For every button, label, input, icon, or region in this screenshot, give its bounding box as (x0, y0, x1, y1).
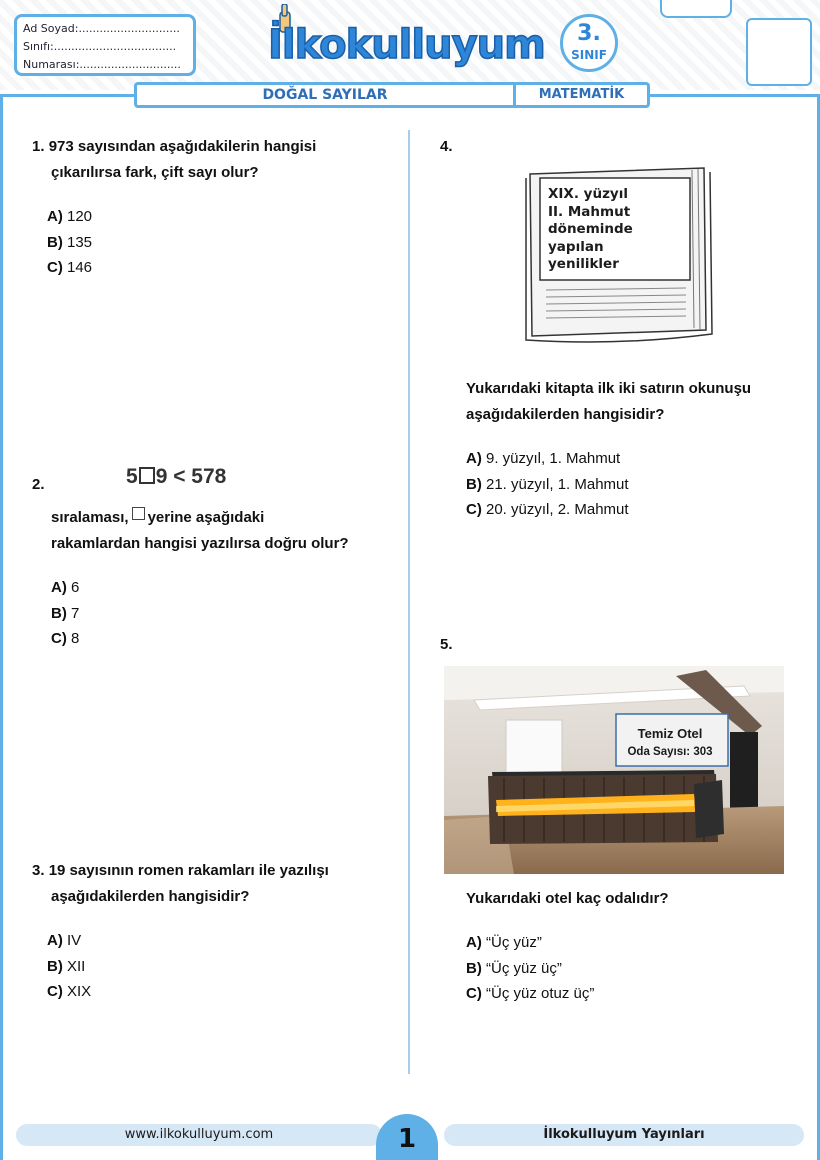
question-4-stem: Yukarıdaki kitapta ilk iki satırın okunuşu aşağıdakilerden hangisidir? (466, 380, 752, 423)
option-c[interactable]: C) 146 (47, 259, 93, 276)
logo (268, 14, 568, 80)
question-1-options (32, 204, 402, 281)
option-b[interactable]: B) 21. yüzyıl, 1. Mahmut (466, 475, 629, 493)
question-5 (466, 886, 796, 1007)
column-divider (408, 130, 410, 1074)
page-number: 1 (376, 1114, 438, 1160)
question-4-number: 4. (440, 138, 453, 155)
option-b[interactable]: B) XII (47, 957, 86, 975)
option-a[interactable]: A) “Üç yüz” (466, 934, 542, 951)
question-5-number: 5. (440, 636, 453, 653)
class-field: Sınıfı:................................... (23, 40, 177, 53)
logo-text: İlkokulluyum (268, 22, 545, 68)
question-2-stem: sıralaması, yerine aşağıdaki rakamlardan hangisi yazılırsa doğru olur? (51, 509, 349, 552)
name-field: Ad Soyad:............................. (23, 22, 180, 35)
question-5-stem: Yukarıdaki otel kaç odalıdır? (466, 890, 669, 907)
corner-box (746, 18, 812, 86)
hotel-reception-photo (444, 666, 784, 874)
frame-top-left (0, 94, 134, 97)
option-a[interactable]: A) 120 (47, 208, 93, 225)
option-b[interactable]: B) 7 (51, 604, 80, 622)
frame-left (0, 94, 3, 1160)
question-3-options (32, 928, 402, 1005)
number-field: Numarası:............................. (23, 58, 181, 71)
frame-top-right (650, 94, 820, 97)
question-5-options (466, 930, 796, 1007)
question-3-stem: 3. 19 sayısının romen rakamları ile yazılışı aşağıdakilerden hangisidir? (32, 862, 329, 905)
topic-title: DOĞAL SAYILAR (262, 87, 388, 103)
book-text: XIX. yüzyıl II. Mahmut döneminde yapılan yenilikler (548, 186, 633, 272)
question-2-expression: 5 9 < 578 (126, 465, 227, 488)
corner-tab (660, 0, 732, 18)
blank-box-icon (139, 467, 155, 484)
hotel-sign: Temiz Otel Oda Sayısı: 303 (627, 726, 713, 758)
option-c[interactable]: C) 20. yüzyıl, 2. Mahmut (466, 501, 629, 518)
question-2-number: 2. (32, 476, 45, 493)
student-info-box (14, 14, 196, 76)
question-2-options (51, 575, 401, 652)
option-c[interactable]: C) XIX (47, 983, 92, 1000)
question-1 (32, 134, 402, 281)
question-2 (51, 505, 401, 652)
grade-label: SINIF (571, 48, 607, 62)
option-b[interactable]: B) “Üç yüz üç” (466, 959, 562, 977)
question-1-stem: 1. 973 sayısından aşağıdakilerin hangisi çıkarılırsa fark, çift sayı olur? (32, 138, 317, 181)
grade-badge (560, 14, 618, 72)
subject-bar (134, 82, 650, 108)
option-a[interactable]: A) 9. yüzyıl, 1. Mahmut (466, 450, 621, 467)
option-a[interactable]: A) IV (47, 932, 82, 949)
question-3 (32, 858, 402, 1005)
subject-title: MATEMATİK (538, 87, 625, 102)
blank-square-icon (132, 507, 145, 520)
option-c[interactable]: C) 8 (51, 630, 80, 647)
option-a[interactable]: A) 6 (51, 579, 80, 596)
footer-website[interactable]: www.ilkokulluyum.com (16, 1124, 382, 1146)
question-4-options (466, 446, 796, 523)
grade-number: 3. (577, 21, 601, 46)
footer-publisher: İlkokulluyum Yayınları (444, 1124, 804, 1146)
option-b[interactable]: B) 135 (47, 233, 93, 251)
question-4 (466, 376, 796, 523)
option-c[interactable]: C) “Üç yüz otuz üç” (466, 985, 595, 1002)
